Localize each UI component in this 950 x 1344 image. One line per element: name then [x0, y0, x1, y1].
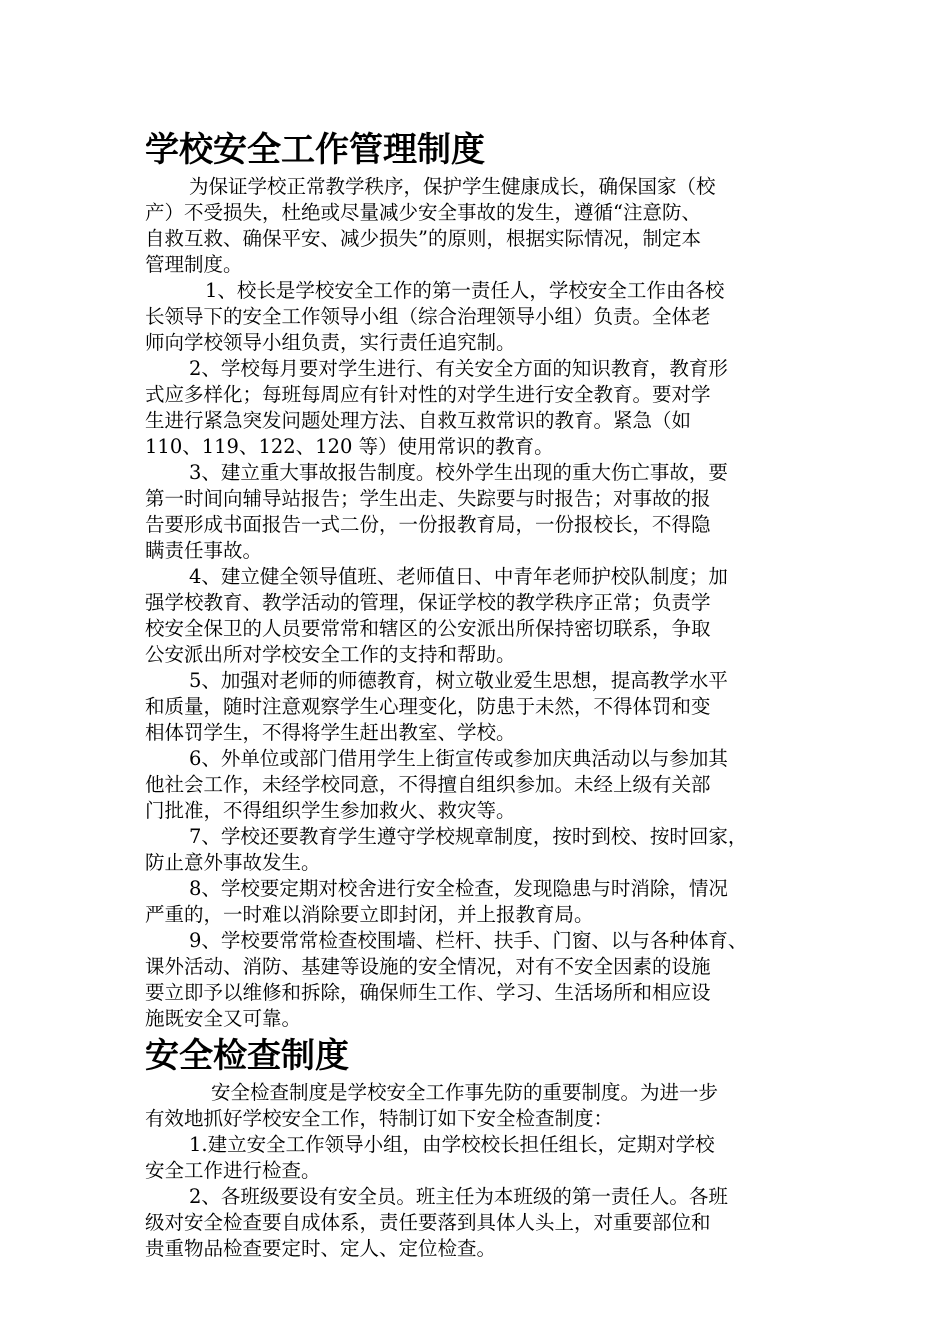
paragraph: [145, 876, 820, 928]
paragraph-line: 式应多样化；每班每周应有针对性的对学生进行安全教育。要对学: [145, 383, 711, 406]
paragraph-line: 7、学校还要教育学生遵守学校规章制度，按时到校、按时回家，: [189, 825, 748, 848]
paragraph: [145, 746, 820, 824]
paragraph-line: 6、外单位或部门借用学生上街宣传或参加庆典活动以与参加其: [189, 747, 728, 770]
paragraph: [145, 668, 820, 746]
paragraph-line: 2、各班级要设有安全员。班主任为本班级的第一责任人。各班: [189, 1185, 728, 1208]
paragraph-line: 校安全保卫的人员要常常和辖区的公安派出所保持密切联系，争取: [145, 617, 711, 640]
paragraph-line: 公安派出所对学校安全工作的支持和帮助。: [145, 643, 516, 666]
paragraph-line: 师向学校领导小组负责，实行责任追究制。: [145, 331, 516, 354]
paragraph-line: 2、学校每月要对学生进行、有关安全方面的知识教育，教育形: [189, 357, 728, 380]
document-page: [145, 128, 820, 1262]
paragraph: [145, 278, 820, 356]
paragraph-line: 1.建立安全工作领导小组，由学校校长担任组长，定期对学校: [189, 1133, 715, 1156]
paragraph-line: 安全工作进行检查。: [145, 1159, 321, 1182]
paragraph-line: 要立即予以维修和拆除，确保师生工作、学习、生活场所和相应设: [145, 981, 711, 1004]
paragraph-line: 为保证学校正常教学秩序，保护学生健康成长，确保国家（校: [189, 175, 716, 198]
paragraph-line: 瞒责任事故。: [145, 539, 263, 562]
paragraph: [145, 1132, 820, 1184]
paragraph-line: 1、校长是学校安全工作的第一责任人，学校安全工作由各校: [205, 279, 725, 302]
paragraph: [145, 564, 820, 668]
paragraph-line: 强学校教育、教学活动的管理，保证学校的教学秩序正常；负责学: [145, 591, 711, 614]
paragraph-line: 贵重物品检查要定时、定人、定位检查。: [145, 1237, 497, 1260]
paragraph-line: 5、加强对老师的师德教育，树立敬业爱生思想，提高教学水平: [189, 669, 728, 692]
section-body-safety-management: [145, 174, 820, 1032]
section-title-safety-inspection: 安全检查制度: [145, 1036, 349, 1076]
paragraph-line: 产）不受损失，杜绝或尽量减少安全事故的发生，遵循“注意防、: [145, 201, 701, 224]
paragraph-line: 第一时间向辅导站报告；学生出走、失踪要与时报告；对事故的报: [145, 487, 711, 510]
paragraph-line: 严重的，一时难以消除要立即封闭，并上报教育局。: [145, 903, 594, 926]
paragraph-line: 施既安全又可靠。: [145, 1007, 302, 1030]
section-title-safety-management: 学校安全工作管理制度: [145, 130, 485, 170]
paragraph-line: 9、学校要常常检查校围墙、栏杆、扶手、门窗、以与各种体育、: [189, 929, 748, 952]
paragraph-line: 生进行紧急突发问题处理方法、自救互救常识的教育。紧急（如: [145, 409, 692, 432]
paragraph-line: 课外活动、消防、基建等设施的安全情况，对有不安全因素的设施: [145, 955, 711, 978]
paragraph-line: 相体罚学生，不得将学生赶出教室、学校。: [145, 721, 516, 744]
paragraph-line: 4、建立健全领导值班、老师值日、中青年老师护校队制度；加: [189, 565, 728, 588]
paragraph: [145, 824, 820, 876]
paragraph-line: 有效地抓好学校安全工作，特制订如下安全检查制度：: [145, 1107, 614, 1130]
paragraph-line: 长领导下的安全工作领导小组（综合治理领导小组）负责。全体老: [145, 305, 711, 328]
paragraph: [145, 1184, 820, 1262]
paragraph-line: 级对安全检查要自成体系，责任要落到具体人头上，对重要部位和: [145, 1211, 711, 1234]
paragraph-line: 管理制度。: [145, 253, 243, 276]
paragraph: [145, 928, 820, 1032]
paragraph-line: 8、学校要定期对校舍进行安全检查，发现隐患与时消除，情况: [189, 877, 728, 900]
section-body-safety-inspection: [145, 1080, 820, 1262]
paragraph-line: 110、119、122、120 等）使用常识的教育。: [145, 435, 554, 458]
paragraph: [145, 174, 820, 278]
paragraph: [145, 356, 820, 460]
paragraph-line: 和质量，随时注意观察学生心理变化，防患于未然，不得体罚和变: [145, 695, 711, 718]
paragraph-line: 门批准，不得组织学生参加救火、救灾等。: [145, 799, 516, 822]
paragraph-line: 告要形成书面报告一式二份，一份报教育局，一份报校长，不得隐: [145, 513, 711, 536]
paragraph-line: 他社会工作，未经学校同意，不得擅自组织参加。未经上级有关部: [145, 773, 711, 796]
paragraph-line: 3、建立重大事故报告制度。校外学生出现的重大伤亡事故，要: [189, 461, 728, 484]
paragraph: [145, 1080, 820, 1132]
paragraph-line: 安全检查制度是学校安全工作事先防的重要制度。为进一步: [211, 1081, 719, 1104]
paragraph-line: 自救互救、确保平安、减少损失”的原则，根据实际情况，制定本: [145, 227, 701, 250]
paragraph: [145, 460, 820, 564]
paragraph-line: 防止意外事故发生。: [145, 851, 321, 874]
